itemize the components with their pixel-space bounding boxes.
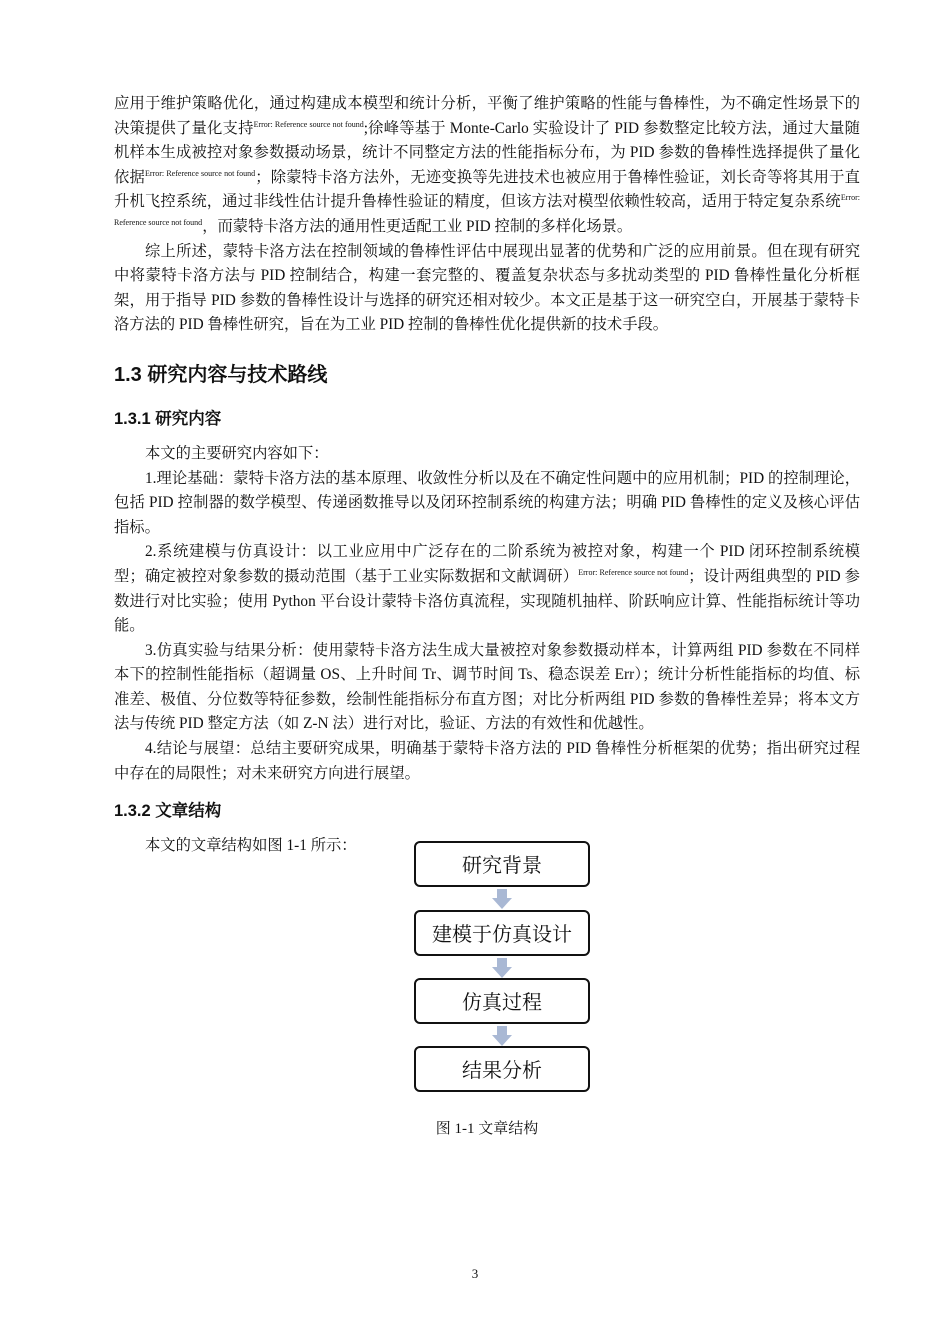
page-number: 3: [471, 1266, 479, 1281]
content-intro: 本文的主要研究内容如下：: [145, 444, 329, 462]
content-item-4: 4.结论与展望：总结主要研究成果，明确基于蒙特卡洛方法的 PID 鲁棒性分析框架的优势；指出研究过程中存在的局限性；对未来研究方向进行展望。: [114, 740, 860, 782]
reference-error: Error: Reference source not found: [578, 567, 689, 577]
document-page: [114, 92, 860, 1139]
subsection-heading-structure: 1.3.2 文章结构: [114, 802, 222, 821]
section-heading: 1.3 研究内容与技术路线: [114, 363, 328, 386]
figure-caption: 图 1-1 文章结构: [435, 1120, 539, 1137]
flow-step-analysis: 结果分析: [414, 1046, 590, 1092]
reference-error: Error: Reference source not found: [253, 119, 364, 129]
flow-step-modeling: 建模于仿真设计: [414, 910, 590, 956]
down-arrow-icon: [492, 889, 512, 909]
reference-error: Error: Reference source not found: [114, 193, 860, 227]
structure-intro: 本文的文章结构如图 1-1 所示：: [145, 837, 357, 855]
paragraph-1: 应用于维护策略优化，通过构建成本模型和统计分析，平衡了维护策略的性能与鲁棒性，为不确定性场景下的决策提供了量化支持$^{Error: Reference source not found}$;徐峰等基于 Monte-Carlo 实验设计了 PID 参数整定比较方法，通过大量随机样本生成被控对象参数摄动场景，统计不同整定方法的性能指标分布，为 PID 参数的鲁棒性选择提供了量化依据$^{Error: Reference source not found}$；除蒙特卡洛方法外，无迹变换等先进技术也被应用于鲁棒性验证，刘长奇等将其用于直升机飞控系统，通过非线性估计提升鲁棒性验证的精度，但该方法对模型依赖性较高，适用于特定复杂系统$^{Error: Reference source not found}$，而蒙特卡洛方法的通用性更适配工业 PID 控制的多样化场景。: [114, 95, 860, 235]
subsection-heading-content: 1.3.1 研究内容: [114, 409, 222, 428]
content-item-2: 2.系统建模与仿真设计：以工业应用中广泛存在的二阶系统为被控对象，构建一个 PID 闭环控制系统模型；确定被控对象参数的摄动范围（基于工业实际数据和文献调研）$^{Error: Reference source not found}$；设计两组典型的 PID 参数进行对比实验；使用 Python 平台设计蒙特卡洛仿真流程，实现随机抽样、阶跃响应计算、性能指标统计等功能。: [114, 543, 860, 635]
structure-flowchart: [114, 841, 860, 1103]
content-item-1: 1.理论基础：蒙特卡洛方法的基本原理、收敛性分析以及在不确定性问题中的应用机制；PID 的控制理论，包括 PID 控制器的数学模型、传递函数推导以及闭环控制系统的构建方法；明确 PID 鲁棒性的定义及核心评估指标。: [114, 469, 860, 536]
paragraph-2: 综上所述，蒙特卡洛方法在控制领域的鲁棒性评估中展现出显著的优势和广泛的应用前景。但在现有研究中将蒙特卡洛方法与 PID 控制结合，构建一套完整的、覆盖复杂状态与多扰动类型的 PID 鲁棒性量化分析框架，用于指导 PID 参数的鲁棒性设计与选择的研究还相对较少。本文正是基于这一研究空白，开展基于蒙特卡洛方法的 PID 鲁棒性研究，旨在为工业 PID 控制的鲁棒性优化提供新的技术手段。: [114, 242, 860, 334]
down-arrow-icon: [492, 958, 512, 978]
flow-step-simulation: 仿真过程: [414, 978, 590, 1024]
reference-error: Error: Reference source not found: [145, 168, 256, 178]
flow-step-background: 研究背景: [414, 841, 590, 887]
content-item-3: 3.仿真实验与结果分析：使用蒙特卡洛方法生成大量被控对象参数摄动样本，计算两组 PID 参数在不同样本下的控制性能指标（超调量 OS、上升时间 Tr、调节时间 Ts、稳态误差 Err）；统计分析性能指标的均值、标准差、极值、分位数等特征参数，绘制性能指标分布直方图；对比分析两组 PID 参数的鲁棒性差异；将本文方法与传统 PID 整定方法（如 Z-N 法）进行对比，验证、方法的有效性和优越性。: [114, 641, 860, 733]
down-arrow-icon: [492, 1026, 512, 1046]
